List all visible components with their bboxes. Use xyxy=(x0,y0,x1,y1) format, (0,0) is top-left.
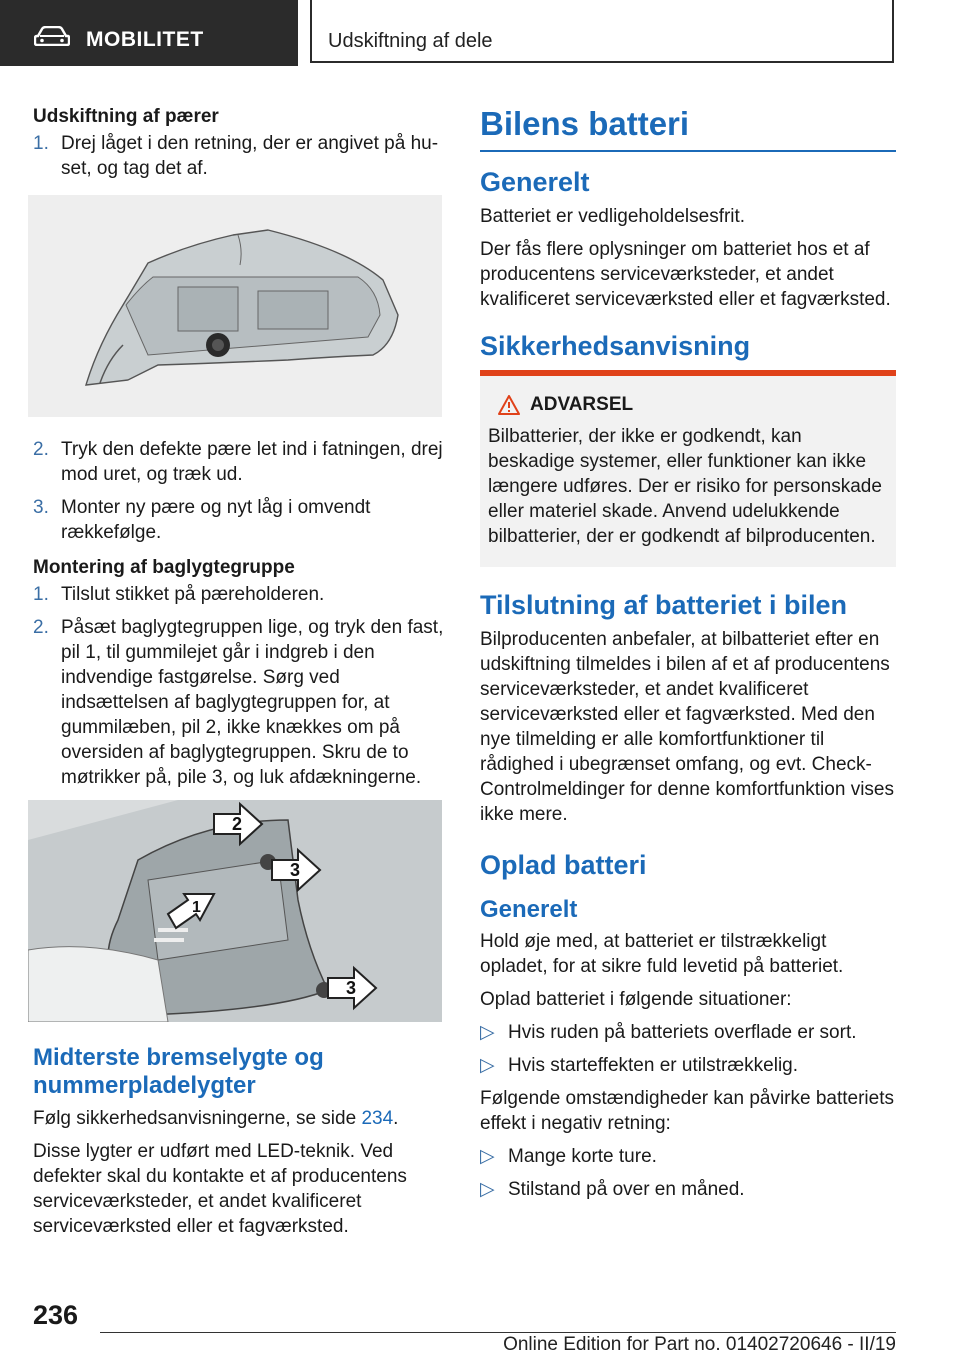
charge-paragraph-2: Oplad batteriet i følgende situationer: xyxy=(480,989,792,1010)
list-item: ▷ Mange korte ture. xyxy=(480,1146,657,1167)
warning-box xyxy=(480,370,896,567)
taillight-mounting-illustration xyxy=(28,800,442,1022)
list-item: 1. Drej låget i den retning, der er angivet på hu-set, og tag det af. xyxy=(33,133,439,179)
list-item: 2. Tryk den defekte pære let ind i fatningen, drej mod uret, og træk ud. xyxy=(33,439,443,485)
charge-paragraph-3: Følgende omstændigheder kan påvirke batteriets effekt i negativ retning: xyxy=(480,1088,895,1134)
section-tab[interactable] xyxy=(0,0,298,66)
general-heading: Generelt xyxy=(480,167,590,197)
left-column xyxy=(33,104,445,1247)
section-label: MOBILITET xyxy=(86,28,204,51)
charge-heading: Oplad batteri xyxy=(480,850,647,880)
page-header xyxy=(0,0,960,66)
brake-led-paragraph: Disse lygter er udført med LED-teknik. Ved defekter skal du kontakte et af producentens serviceværksteder, et andet kvalificeret serviceværksted eller et fagværksted. xyxy=(33,1141,407,1237)
mount-steps xyxy=(33,582,445,790)
callout-1: 1 xyxy=(192,899,201,916)
chapter-tab[interactable] xyxy=(310,0,894,63)
list-item: ▷ Hvis starteffekten er utilstrækkelig. xyxy=(480,1055,799,1076)
list-item: 3. Monter ny pære og nyt låg i omvendt rækkefølge. xyxy=(33,497,371,543)
chapter-label: Udskiftning af dele xyxy=(328,30,493,52)
list-item: 1. Tilslut stikket på pæreholderen. xyxy=(33,584,325,605)
taillight-housing-illustration xyxy=(28,195,442,417)
triangle-bullet-icon: ▷ xyxy=(480,1055,495,1076)
connect-heading: Tilslutning af batteriet i bilen xyxy=(480,590,848,620)
page-link-234[interactable]: 234 xyxy=(361,1108,394,1129)
taillight-mounting-figure xyxy=(28,800,442,1022)
general-paragraph-2: Der fås flere oplysninger om batteriet hos et af producentens serviceværksteder, et andet kvalificeret serviceværksted eller et fagværksted. xyxy=(480,239,891,310)
taillight-housing-figure xyxy=(28,195,442,417)
charge-situations-list xyxy=(480,1020,896,1078)
edition-text: Online Edition for Part no. 01402720646 - II/19 xyxy=(503,1334,896,1355)
battery-title: Bilens batteri xyxy=(480,105,690,142)
brake-light-heading: Midterste bremselygte og nummerpladelygter xyxy=(33,1044,324,1099)
warning-triangle-icon xyxy=(498,395,520,415)
title-rule xyxy=(480,150,896,152)
footer-rule xyxy=(100,1332,896,1333)
car-icon xyxy=(34,26,70,46)
charge-subheading: Generelt xyxy=(480,896,578,923)
list-item: ▷ Stilstand på over en måned. xyxy=(480,1179,745,1200)
list-item: ▷ Hvis ruden på batteriets overflade er sort. xyxy=(480,1022,857,1043)
list-item: 2. Påsæt baglygtegruppen lige, og tryk den fast, pil 1, til gummilejet går i indgreb i den indvendige fastgørelse. Sørg ved indsættelsen af baglygtegruppen for, at gummilæben, pil 2, ikke knækkes om på oversiden af baglygtegruppen. Skru de to møtrikker på, pile 3, og luk afdækningerne. xyxy=(33,617,444,788)
warning-text: Bilbatterier, der ikke er godkendt, kan beskadige systemer, eller funktioner kan ikke længere udføres. Der er risiko for personskade eller materiel skade. Anvend udelukkende bilbatterier, der er godkendt af bilproducenten. xyxy=(488,426,882,547)
callout-3-top: 3 xyxy=(290,860,301,880)
bulb-steps-part2 xyxy=(33,437,445,545)
warning-title: ADVARSEL xyxy=(498,394,888,416)
negative-factors-list xyxy=(480,1144,896,1202)
triangle-bullet-icon: ▷ xyxy=(480,1022,495,1043)
callout-2: 2 xyxy=(232,814,243,834)
safety-heading: Sikkerhedsanvisning xyxy=(480,331,751,361)
general-paragraph-1: Batteriet er vedligeholdelsesfrit. xyxy=(480,206,746,227)
callout-3-bottom: 3 xyxy=(346,978,357,998)
right-column xyxy=(480,104,896,1210)
bulb-steps-part1 xyxy=(33,131,445,181)
brake-safety-paragraph: Følg sikkerhedsanvisningerne, se side 234. xyxy=(33,1108,399,1129)
triangle-bullet-icon: ▷ xyxy=(480,1146,495,1167)
charge-paragraph-1: Hold øje med, at batteriet er tilstrækkeligt opladet, for at sikre fuld levetid på batteriet. xyxy=(480,931,844,977)
page-footer xyxy=(0,1296,960,1362)
page-number: 236 xyxy=(33,1300,79,1330)
bulb-heading: Udskiftning af pærer xyxy=(33,106,219,127)
mount-heading: Montering af baglygtegruppe xyxy=(33,557,295,578)
triangle-bullet-icon: ▷ xyxy=(480,1179,495,1200)
connect-paragraph: Bilproducenten anbefaler, at bilbatteriet efter en udskiftning tilmeldes i bilen af et af producentens serviceværksteder, et andet kvalificeret serviceværksted eller et fagværksted. Med den nye tilmelding er alle komfortfunktioner til rådighed i ubegrænset omfang, og evt. Check-Controlmeldinger for denne komfortfunktion vises ikke mere. xyxy=(480,629,894,825)
